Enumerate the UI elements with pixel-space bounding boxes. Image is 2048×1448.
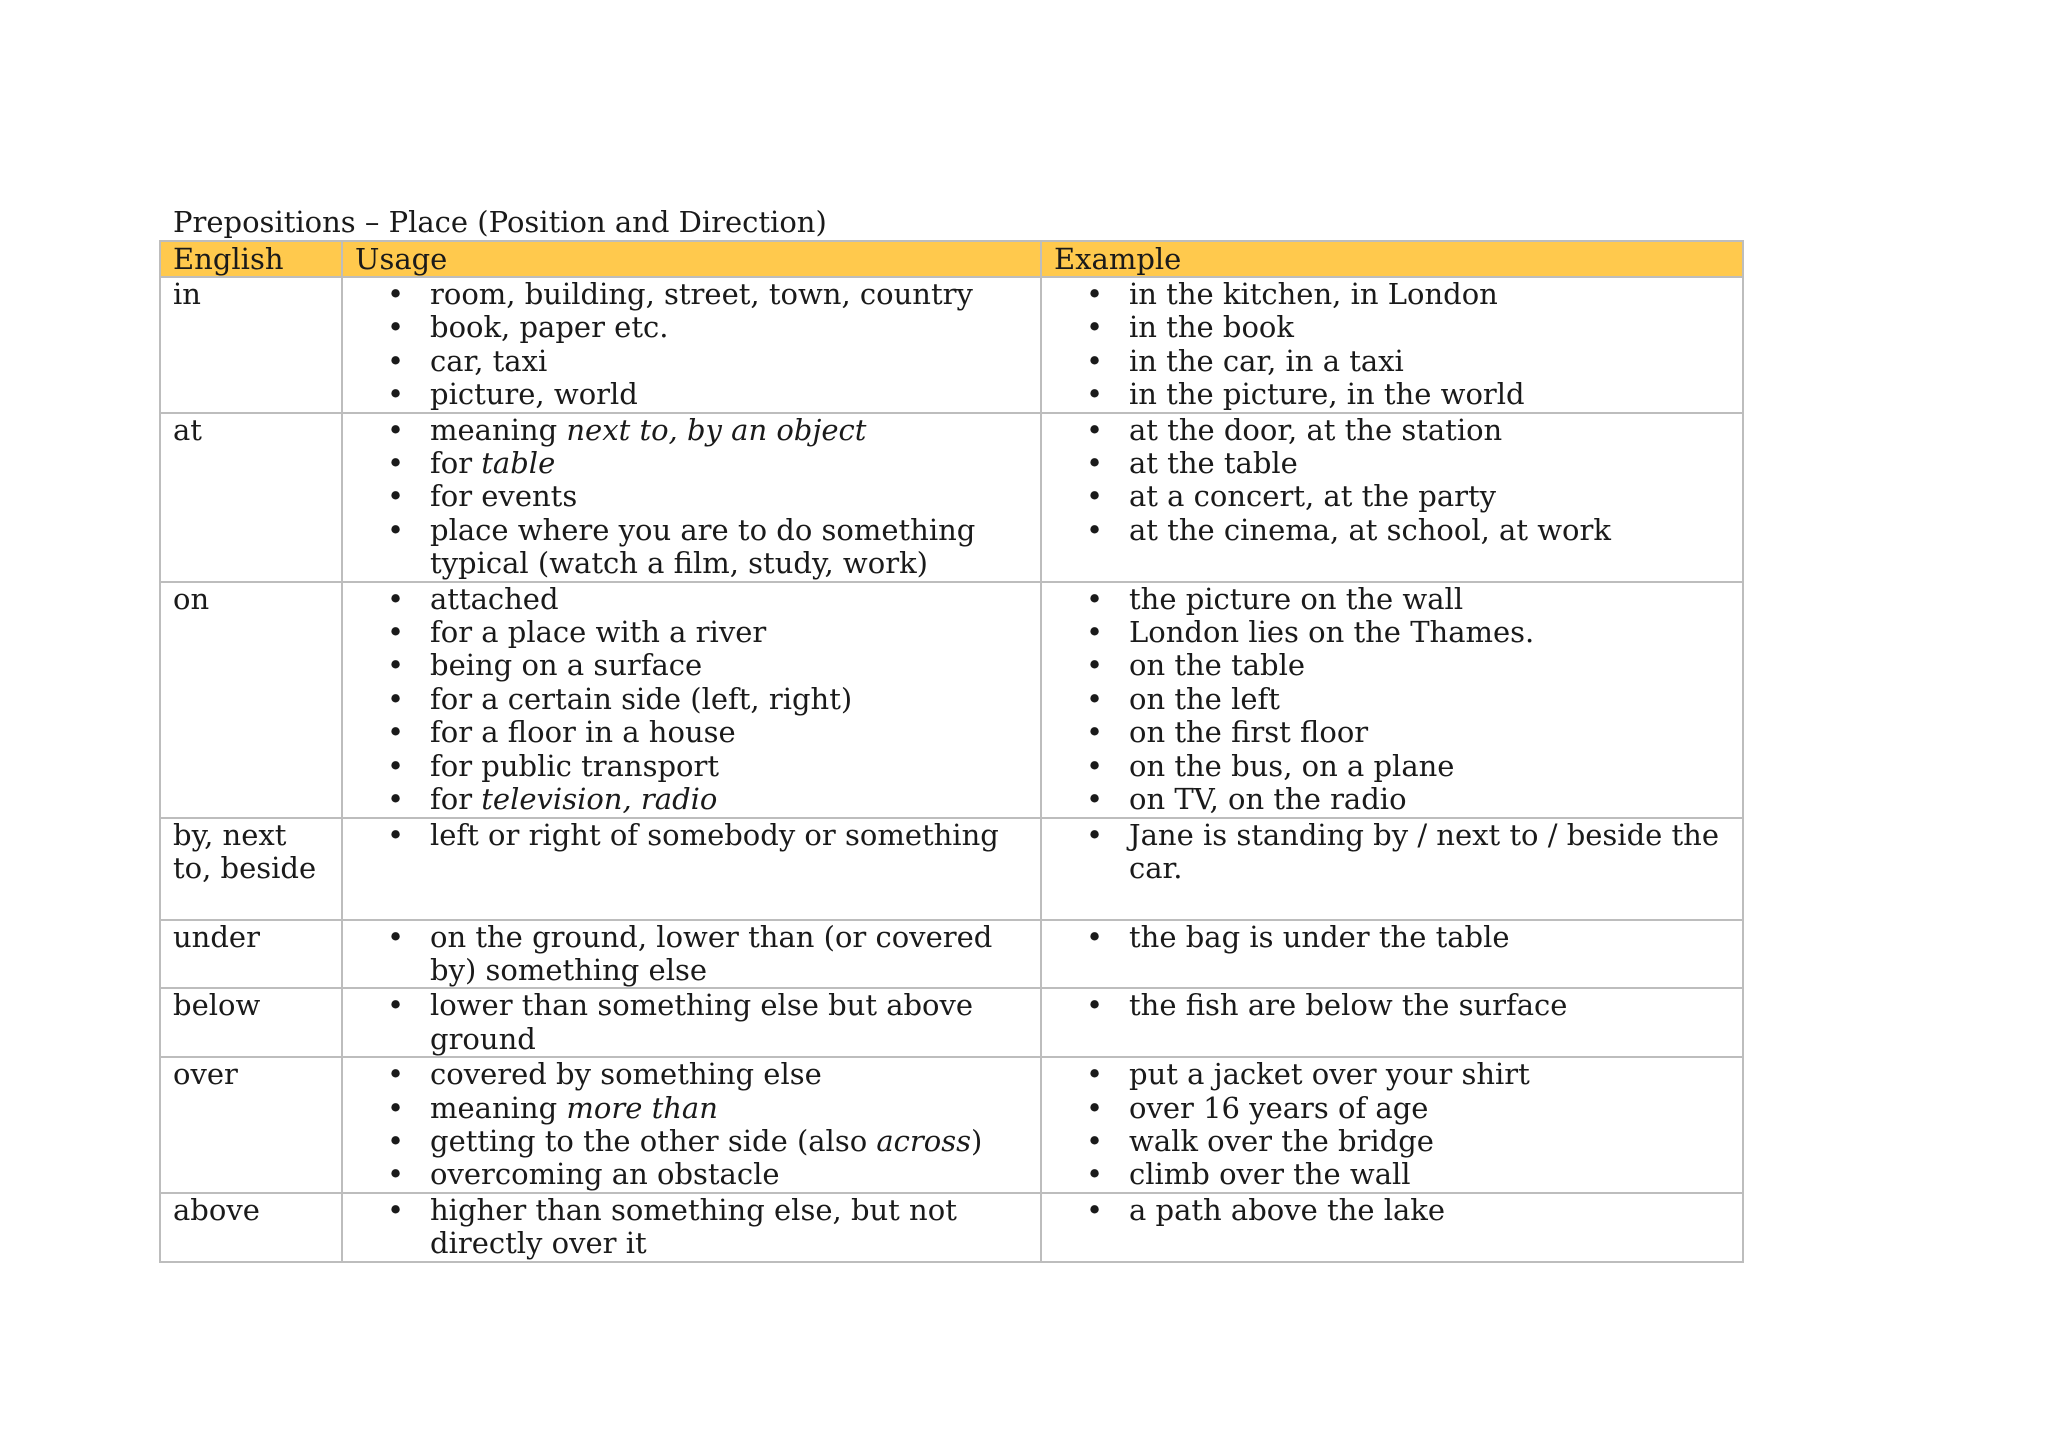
list-item: • room, building, street, town, country bbox=[430, 278, 1028, 311]
usage-list bbox=[355, 583, 1028, 817]
example-list bbox=[1054, 989, 1730, 1022]
list-item: • in the kitchen, in London bbox=[1129, 278, 1730, 311]
list-item: • at the cinema, at school, at work bbox=[1129, 514, 1730, 547]
example-list bbox=[1054, 414, 1730, 548]
list-item: • on the left bbox=[1129, 683, 1730, 716]
example-cell bbox=[1041, 920, 1743, 989]
list-item: • left or right of somebody or something bbox=[430, 819, 1028, 852]
table-row bbox=[160, 988, 1743, 1057]
list-item: • the picture on the wall bbox=[1129, 583, 1730, 616]
list-item-text: meaning bbox=[430, 412, 567, 447]
table-row bbox=[160, 818, 1743, 920]
list-item: • the fish are below the surface bbox=[1129, 989, 1730, 1022]
list-item-text: ) bbox=[971, 1123, 983, 1158]
header-example: Example bbox=[1041, 241, 1743, 277]
list-item: • lower than something else but above ground bbox=[430, 989, 1028, 1056]
english-cell-under: under bbox=[160, 920, 342, 989]
list-item: • climb over the wall bbox=[1129, 1158, 1730, 1191]
table-row bbox=[160, 920, 1743, 989]
usage-list bbox=[355, 921, 1028, 988]
example-list bbox=[1054, 1194, 1730, 1227]
list-item bbox=[430, 1125, 1028, 1158]
list-item: • car, taxi bbox=[430, 345, 1028, 378]
table-header-row bbox=[160, 241, 1743, 277]
table-row bbox=[160, 582, 1743, 818]
list-item-emphasis: more than bbox=[566, 1090, 718, 1125]
list-item-text: for bbox=[430, 446, 482, 481]
header-english: English bbox=[160, 241, 342, 277]
list-item: • at the table bbox=[1129, 447, 1730, 480]
list-item: • on the first floor bbox=[1129, 716, 1730, 749]
table-row bbox=[160, 1193, 1743, 1262]
usage-cell bbox=[342, 1193, 1041, 1262]
list-item: • a path above the lake bbox=[1129, 1194, 1730, 1227]
table-row bbox=[160, 1057, 1743, 1193]
usage-list bbox=[355, 1194, 1028, 1261]
list-item: • for a certain side (left, right) bbox=[430, 683, 1028, 716]
example-cell bbox=[1041, 413, 1743, 582]
list-item: • in the car, in a taxi bbox=[1129, 345, 1730, 378]
example-cell bbox=[1041, 277, 1743, 413]
usage-list bbox=[355, 414, 1028, 581]
list-item: • for public transport bbox=[430, 750, 1028, 783]
english-cell-above: above bbox=[160, 1193, 342, 1262]
usage-list bbox=[355, 278, 1028, 412]
list-item-text: meaning bbox=[430, 1090, 567, 1125]
usage-cell bbox=[342, 277, 1041, 413]
list-item: • covered by something else bbox=[430, 1058, 1028, 1091]
list-item bbox=[430, 783, 1028, 816]
list-item: • book, paper etc. bbox=[430, 311, 1028, 344]
list-item: • picture, world bbox=[430, 378, 1028, 411]
usage-cell bbox=[342, 818, 1041, 920]
usage-cell bbox=[342, 582, 1041, 818]
list-item: • on TV, on the radio bbox=[1129, 783, 1730, 816]
prepositions-table bbox=[159, 240, 1744, 1263]
english-cell-in: in bbox=[160, 277, 342, 413]
example-list bbox=[1054, 583, 1730, 817]
list-item bbox=[430, 1092, 1028, 1125]
table-row bbox=[160, 277, 1743, 413]
page-title: Prepositions – Place (Position and Direction) bbox=[173, 205, 827, 239]
list-item-emphasis: across bbox=[876, 1123, 972, 1158]
usage-list bbox=[355, 819, 1028, 852]
list-item: • at the door, at the station bbox=[1129, 414, 1730, 447]
list-item: • at a concert, at the party bbox=[1129, 480, 1730, 513]
example-cell bbox=[1041, 1057, 1743, 1193]
list-item bbox=[430, 414, 1028, 447]
usage-cell bbox=[342, 413, 1041, 582]
list-item: • on the bus, on a plane bbox=[1129, 750, 1730, 783]
list-item: • walk over the bridge bbox=[1129, 1125, 1730, 1158]
table-row bbox=[160, 413, 1743, 582]
list-item: • overcoming an obstacle bbox=[430, 1158, 1028, 1191]
list-item: • being on a surface bbox=[430, 649, 1028, 682]
list-item-text: getting to the other side (also bbox=[430, 1123, 877, 1158]
list-item: • on the ground, lower than (or covered by) something else bbox=[430, 921, 1028, 988]
list-item-text: for bbox=[430, 782, 482, 817]
list-item: • over 16 years of age bbox=[1129, 1092, 1730, 1125]
list-item: • for a floor in a house bbox=[430, 716, 1028, 749]
example-cell bbox=[1041, 818, 1743, 920]
english-cell-on: on bbox=[160, 582, 342, 818]
list-item: • in the book bbox=[1129, 311, 1730, 344]
list-item: • for events bbox=[430, 480, 1028, 513]
list-item: • put a jacket over your shirt bbox=[1129, 1058, 1730, 1091]
usage-cell bbox=[342, 988, 1041, 1057]
list-item-emphasis: next to, by an object bbox=[566, 412, 867, 447]
list-item: • Jane is standing by / next to / beside the car. bbox=[1129, 819, 1730, 886]
list-item: • for a place with a river bbox=[430, 616, 1028, 649]
list-item bbox=[430, 447, 1028, 480]
list-item: • the bag is under the table bbox=[1129, 921, 1730, 954]
list-item-emphasis: table bbox=[481, 446, 556, 481]
english-cell-by-next-to-beside: by, next to, beside bbox=[160, 818, 342, 920]
list-item: • higher than something else, but not directly over it bbox=[430, 1194, 1028, 1261]
list-item: • London lies on the Thames. bbox=[1129, 616, 1730, 649]
english-cell-over: over bbox=[160, 1057, 342, 1193]
english-cell-at: at bbox=[160, 413, 342, 582]
usage-cell bbox=[342, 920, 1041, 989]
list-item: • on the table bbox=[1129, 649, 1730, 682]
list-item: • place where you are to do something typical (watch a film, study, work) bbox=[430, 514, 1028, 581]
example-list bbox=[1054, 278, 1730, 412]
list-item: • in the picture, in the world bbox=[1129, 378, 1730, 411]
usage-cell bbox=[342, 1057, 1041, 1193]
example-list bbox=[1054, 1058, 1730, 1192]
usage-list bbox=[355, 989, 1028, 1056]
english-cell-below: below bbox=[160, 988, 342, 1057]
list-item-emphasis: television, radio bbox=[481, 782, 718, 817]
example-cell bbox=[1041, 1193, 1743, 1262]
usage-list bbox=[355, 1058, 1028, 1192]
example-cell bbox=[1041, 988, 1743, 1057]
example-list bbox=[1054, 819, 1730, 886]
example-list bbox=[1054, 921, 1730, 954]
example-cell bbox=[1041, 582, 1743, 818]
table-body bbox=[160, 277, 1743, 1262]
header-usage: Usage bbox=[342, 241, 1041, 277]
list-item: • attached bbox=[430, 583, 1028, 616]
